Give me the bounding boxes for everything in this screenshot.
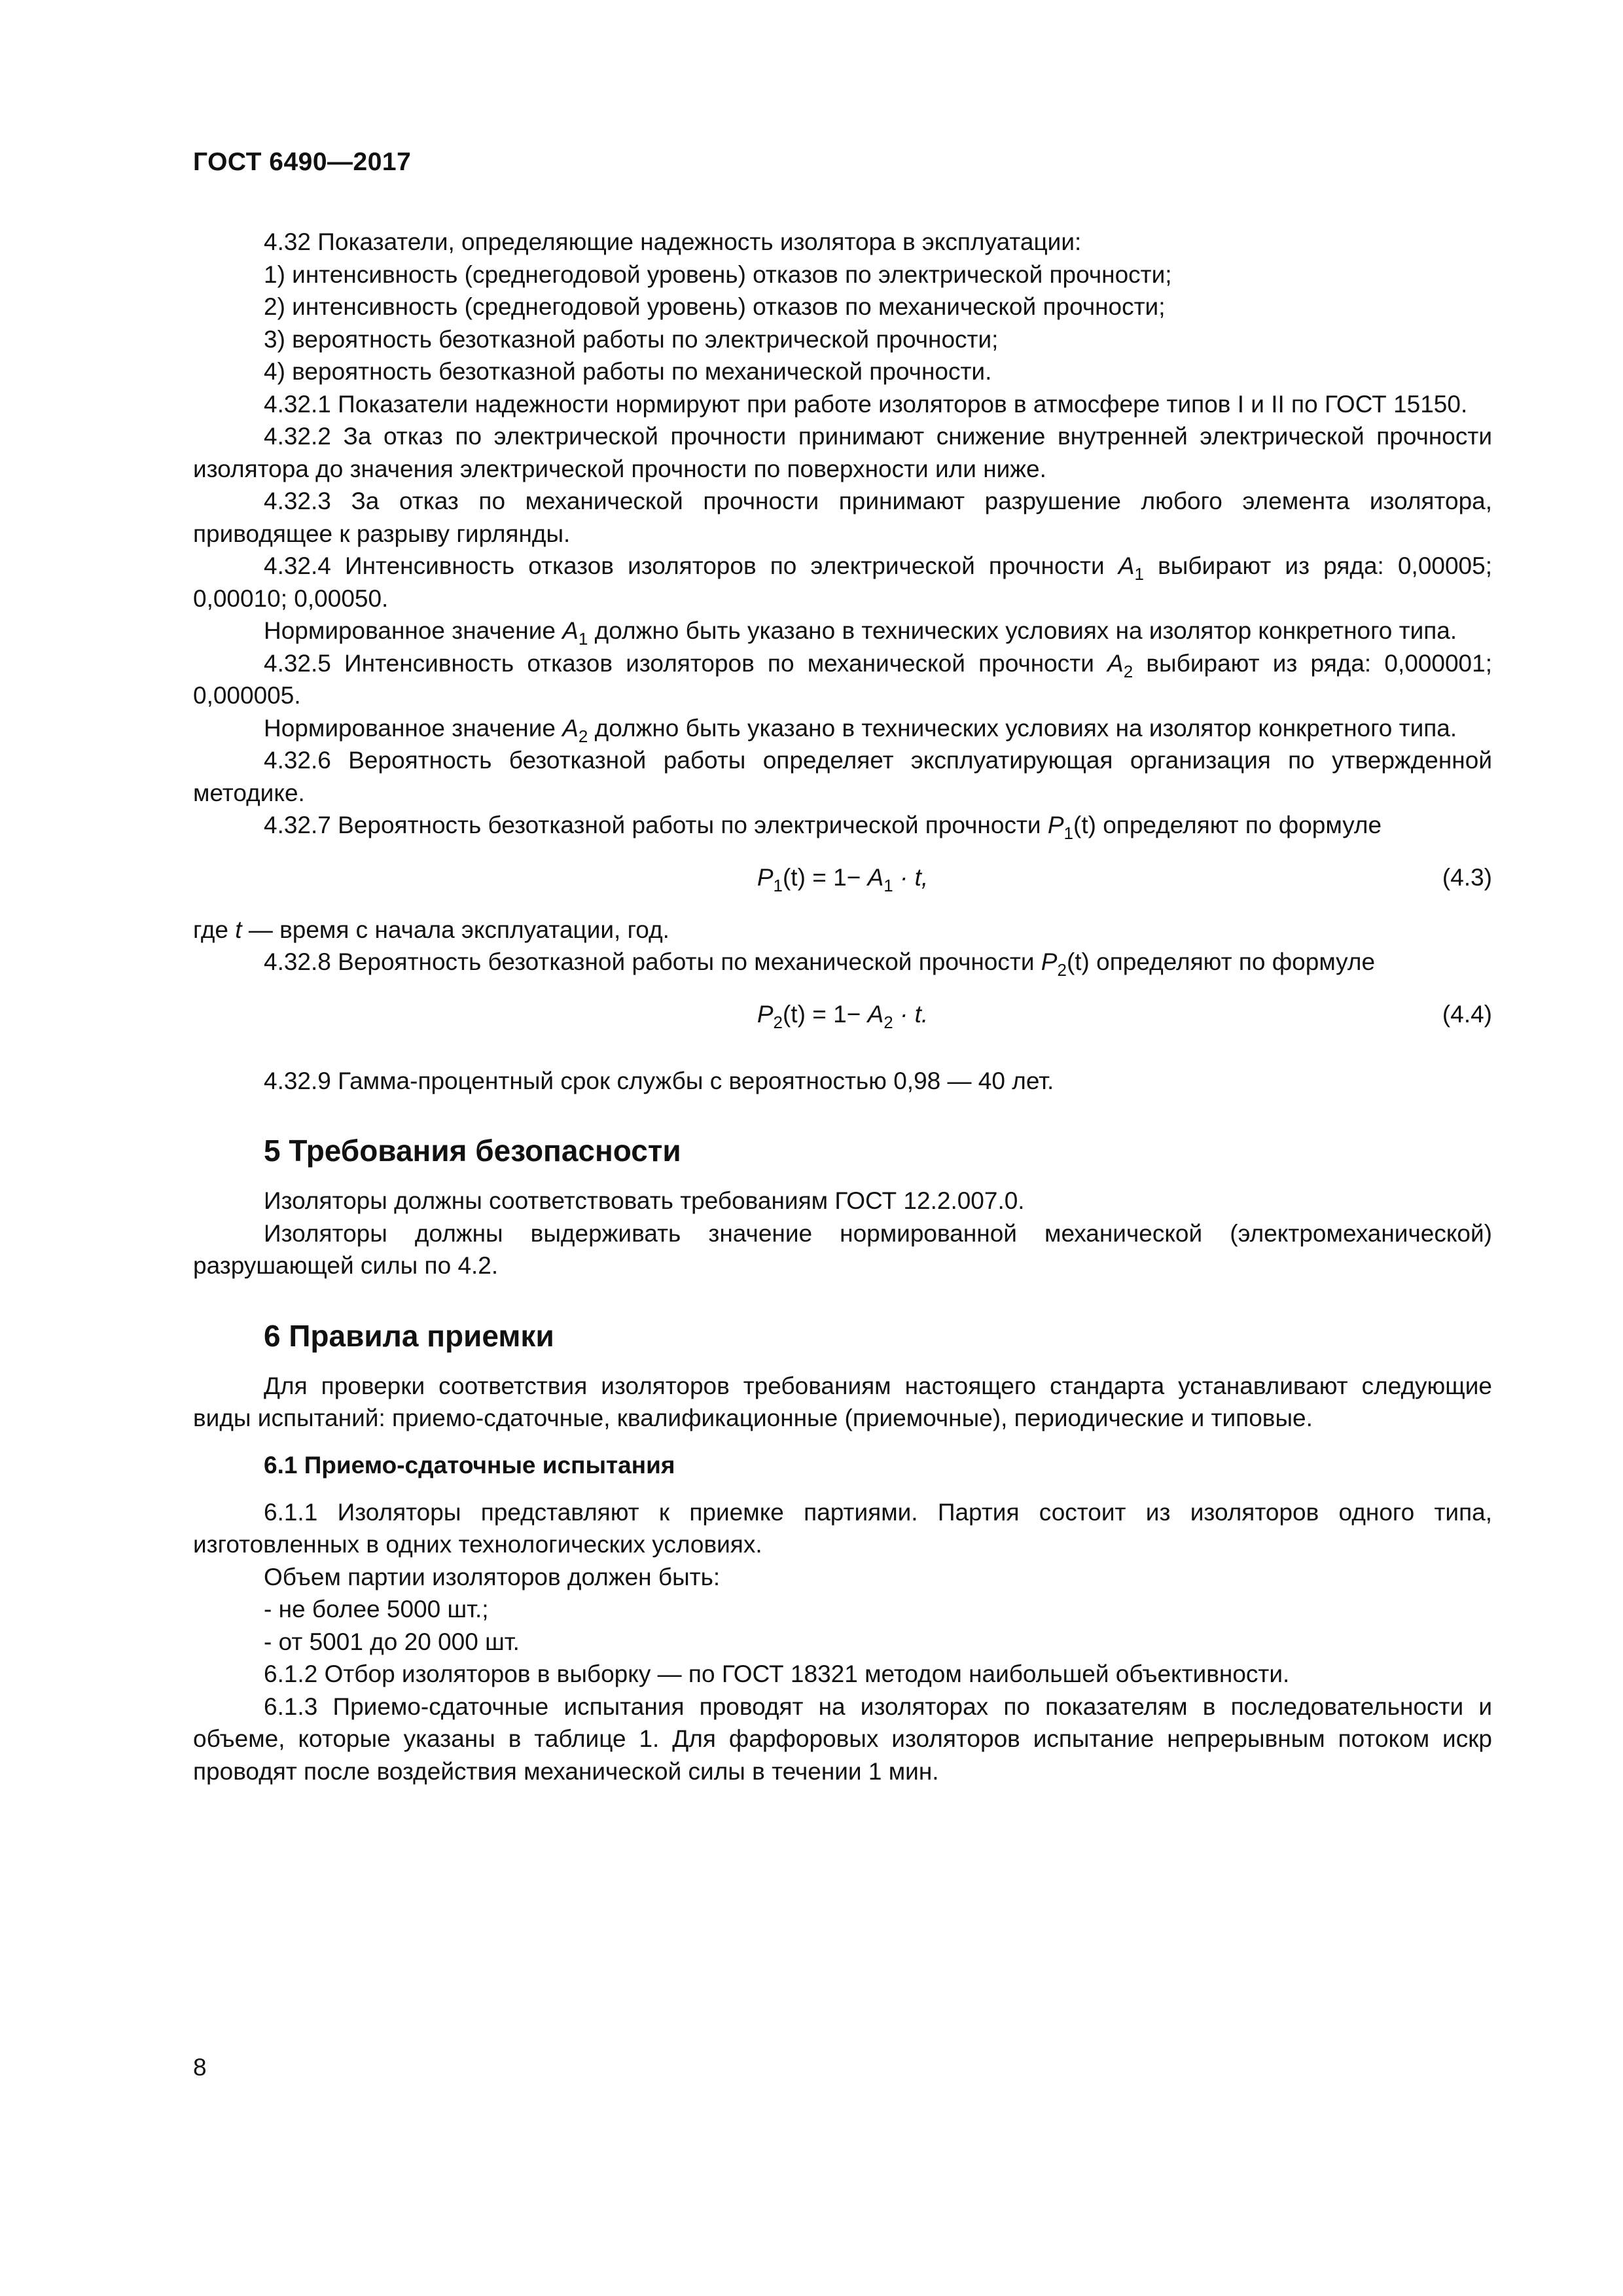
- symbol: A: [562, 714, 579, 742]
- paragraph-4-32-5: [193, 647, 1492, 712]
- formula-4-4: [193, 986, 1492, 1044]
- text-fragment: выбирают из ряда: 0,00005; 0,00010; 0,00050.: [193, 552, 1492, 612]
- subscript: 2: [578, 726, 588, 746]
- text-fragment: 4.32.4 Интенсивность отказов изоляторов по электрической прочности: [264, 552, 1118, 579]
- formula-tail: · t.: [893, 1000, 929, 1028]
- subsection-6-1-title: 6.1 Приемо-сдаточные испытания: [264, 1451, 675, 1479]
- symbol: P: [757, 863, 774, 891]
- subscript: 1: [773, 875, 783, 895]
- spacer: [193, 1482, 1492, 1496]
- symbol: A: [867, 1000, 884, 1028]
- formula-op: = 1−: [805, 863, 868, 891]
- formula-number: (4.3): [1442, 863, 1492, 891]
- formula-4-3: [193, 850, 1492, 907]
- symbol: A: [562, 617, 579, 644]
- text-fragment: Нормированное значение: [264, 617, 563, 644]
- page-number: 8: [193, 2054, 207, 2081]
- subscript: 1: [1063, 823, 1073, 843]
- symbol: P: [757, 1000, 774, 1028]
- paragraph-4-32-8: [193, 946, 1492, 978]
- spacer: [193, 1282, 1492, 1316]
- page-content: [193, 226, 1492, 1787]
- subscript: 2: [773, 1012, 783, 1032]
- text-fragment: определяют по формуле: [1089, 948, 1376, 975]
- section-5-paragraph: Изоляторы должны соответствовать требованиям ГОСТ 12.2.007.0.: [264, 1187, 1025, 1214]
- symbol: A: [1118, 552, 1135, 579]
- symbol: t: [235, 916, 242, 943]
- symbol: P: [1041, 948, 1058, 975]
- paragraph-4-32-4: [193, 550, 1492, 615]
- text-fragment: 4.32.8 Вероятность безотказной работы по механической прочности: [264, 948, 1041, 975]
- formula-expression: [193, 861, 1492, 894]
- paragraph-6-1-1: 6.1.1 Изоляторы представляют к приемке партиями. Партия состоит из изоляторов одного типа, изготовленных в одних технологических условиях.: [193, 1498, 1492, 1558]
- symbol-arg: (t): [1066, 948, 1090, 975]
- list-item: - от 5001 до 20 000 шт.: [264, 1628, 520, 1655]
- text-fragment: — время с начала эксплуатации, год.: [241, 916, 669, 943]
- spacer: [193, 1170, 1492, 1185]
- formula-tail: · t,: [893, 863, 929, 891]
- text-fragment: где: [193, 916, 236, 943]
- paragraph-4-32-2: 4.32.2 За отказ по электрической прочности принимают снижение внутренней электрической прочности изолятора до значения электрической прочности по поверхности или ниже.: [193, 423, 1492, 482]
- paragraph-volume: Объем партии изоляторов должен быть:: [264, 1563, 721, 1590]
- symbol: A: [867, 863, 884, 891]
- list-item: 4) вероятность безотказной работы по механической прочности.: [264, 358, 992, 385]
- text-fragment: 4.32.5 Интенсивность отказов изоляторов по механической прочности: [264, 649, 1108, 677]
- subscript: 1: [578, 629, 588, 649]
- section-5-title: 5 Требования безопасности: [264, 1134, 681, 1168]
- subscript: 1: [1134, 564, 1144, 584]
- symbol: A: [1107, 649, 1124, 677]
- paragraph-4-32-5-note: [193, 712, 1492, 745]
- paragraph-4-32-9: 4.32.9 Гамма-процентный срок службы с вероятностью 0,98 — 40 лет.: [264, 1067, 1054, 1094]
- formula-op: = 1−: [805, 1000, 868, 1028]
- symbol: P: [1047, 812, 1064, 838]
- paragraph-4-32-1: 4.32.1 Показатели надежности нормируют при работе изоляторов в атмосфере типов I и II по ГОСТ 15150.: [264, 390, 1468, 418]
- paragraph-4-32-7: [193, 809, 1492, 842]
- symbol-arg: (t): [1073, 812, 1096, 838]
- subscript: 1: [883, 875, 893, 895]
- text-fragment: должно быть указано в технических условиях на изолятор конкретного типа.: [588, 617, 1457, 644]
- where-clause: [193, 914, 1492, 946]
- list-item: 3) вероятность безотказной работы по электрической прочности;: [264, 325, 999, 353]
- text-fragment: определяют по формуле: [1096, 812, 1382, 838]
- text-fragment: должно быть указано в технических условиях на изолятор конкретного типа.: [588, 714, 1457, 742]
- paragraph-4-32: 4.32 Показатели, определяющие надежность изолятора в эксплуатации:: [264, 228, 1082, 255]
- formula-arg: (t): [782, 1000, 806, 1028]
- spacer: [193, 1097, 1492, 1131]
- text-fragment: Нормированное значение: [264, 714, 563, 742]
- paragraph-6-1-2: 6.1.2 Отбор изоляторов в выборку — по ГОСТ 18321 методом наибольшей объективности.: [264, 1660, 1290, 1687]
- list-item: - не более 5000 шт.;: [264, 1596, 489, 1623]
- spacer: [193, 1435, 1492, 1449]
- formula-arg: (t): [782, 863, 806, 891]
- subscript: 2: [1057, 960, 1067, 980]
- section-6-title: 6 Правила приемки: [264, 1318, 554, 1353]
- paragraph-4-32-3: 4.32.3 За отказ по механической прочности принимают разрушение любого элемента изолятора, приводящее к разрыву гирлянды.: [193, 488, 1492, 547]
- formula-expression: [193, 998, 1492, 1031]
- text-fragment: выбирают из ряда: 0,000001; 0,000005.: [193, 649, 1492, 709]
- section-5-paragraph: Изоляторы должны выдерживать значение нормированной механической (электромеханической) разрушающей силы по 4.2.: [193, 1219, 1492, 1279]
- subscript: 2: [883, 1012, 893, 1032]
- formula-number: (4.4): [1442, 1000, 1492, 1028]
- subscript: 2: [1123, 661, 1133, 681]
- paragraph-6-1-3: 6.1.3 Приемо-сдаточные испытания проводят на изоляторах по показателям в последовательности и объеме, которые указаны в таблице 1. Для фарфоровых изоляторов испытание непрерывным потоком искр проводят после воздействия механической силы в течении 1 мин.: [193, 1693, 1492, 1785]
- text-fragment: 4.32.7 Вероятность безотказной работы по электрической прочности: [264, 812, 1048, 838]
- paragraph-4-32-6: 4.32.6 Вероятность безотказной работы определяет эксплуатирующая организация по утвержденной методике.: [193, 747, 1492, 806]
- spacer: [193, 1355, 1492, 1370]
- list-item: 2) интенсивность (среднегодовой уровень) отказов по механической прочности;: [264, 293, 1166, 320]
- document-header: ГОСТ 6490—2017: [193, 148, 412, 176]
- paragraph-4-32-4-note: [193, 615, 1492, 647]
- list-item: 1) интенсивность (среднегодовой уровень) отказов по электрической прочности;: [264, 260, 1172, 288]
- spacer: [193, 1050, 1492, 1065]
- section-6-paragraph: Для проверки соответствия изоляторов требованиям настоящего стандарта устанавливают следующие виды испытаний: приемо-сдаточные, квалификационные (приемочные), периодические и типовые.: [193, 1372, 1492, 1431]
